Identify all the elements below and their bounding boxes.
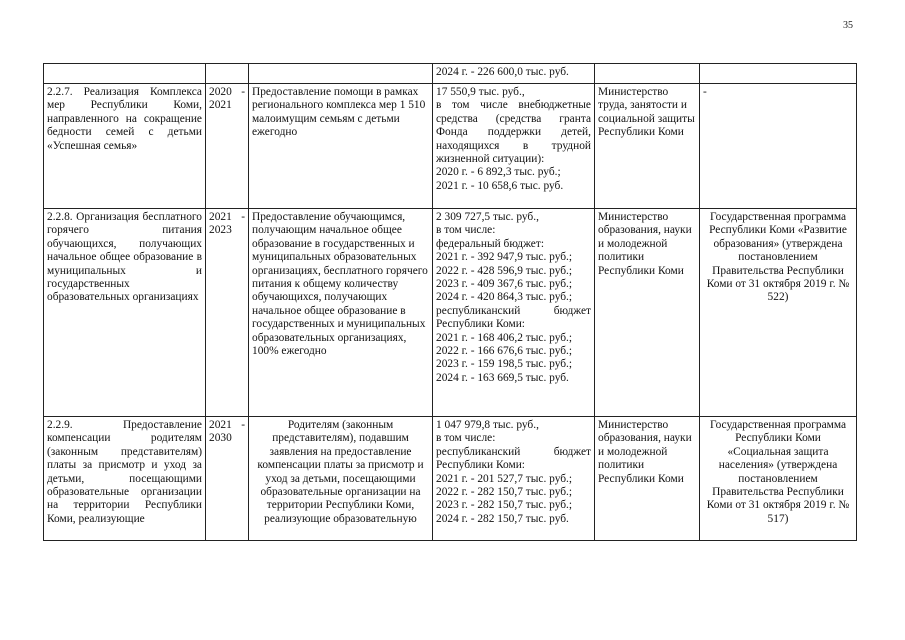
page-number: 35 [843, 20, 853, 31]
funding-line: в том числе: [436, 224, 496, 237]
funding-line: федеральный бюджет: [436, 237, 544, 250]
cell-description [249, 209, 433, 417]
cell-measure [44, 417, 206, 541]
funding-line: 2022 г. - 282 150,7 тыс. руб.; [436, 486, 573, 499]
cell-funding [433, 209, 595, 417]
cell-program [700, 84, 857, 209]
funding-line: 2024 г. - 282 150,7 тыс. руб. [436, 512, 569, 525]
year-end: 2021 [209, 99, 232, 112]
cell-funding [433, 417, 595, 541]
cell-years [206, 64, 249, 84]
funding-line: 1 047 979,8 тыс. руб., [436, 419, 539, 431]
measures-table [43, 63, 857, 541]
cell-measure [44, 84, 206, 209]
cell-program [700, 64, 857, 84]
table-row [44, 209, 857, 417]
table-row [44, 84, 857, 209]
funding-line: 2022 г. - 428 596,9 тыс. руб.; [436, 264, 573, 277]
program-text: - [703, 86, 707, 98]
measure-text: 2.2.7. Реализация Комплекса мер Республики Коми, направленного на сокращение бедности семей с детьми «Успешная семья» [47, 86, 202, 152]
cell-measure [44, 209, 206, 417]
table-row [44, 417, 857, 541]
executor-text: Министерство образования, науки и молодежной политики Республики Коми [598, 211, 692, 277]
funding-line: в том числе внебюджетные средства (средства гранта Фонда поддержки детей, находящихся в трудной жизненной ситуации): [436, 99, 591, 166]
funding-line: 2021 г. - 10 658,6 тыс. руб. [436, 179, 564, 192]
cell-funding [433, 64, 595, 84]
funding-line: 2 309 727,5 тыс. руб., [436, 211, 539, 223]
funding-line: 2021 г. - 392 947,9 тыс. руб.; [436, 251, 573, 264]
cell-years [206, 84, 249, 209]
cell-executor [595, 84, 700, 209]
funding-line: 2020 г. - 6 892,3 тыс. руб.; [436, 166, 561, 179]
year-start: 2021 [209, 419, 232, 431]
funding-line: 2021 г. - 168 406,2 тыс. руб.; [436, 331, 573, 344]
funding-line: 2022 г. - 166 676,6 тыс. руб.; [436, 345, 573, 358]
cell-program [700, 209, 857, 417]
funding-line: республиканский бюджет Республики Коми: [436, 445, 591, 472]
funding-line: 2023 г. - 159 198,5 тыс. руб.; [436, 358, 573, 371]
year-end: 2030 [209, 432, 232, 445]
cell-years [206, 417, 249, 541]
measure-text: 2.2.9. Предоставление компенсации родителям (законным представителям) платы за присмотр и уход за детьми, посещающими образовательные организации на территории Республики Коми, реализующие [47, 419, 202, 525]
measure-text: 2.2.8. Организация бесплатного горячего питания обучающихся, получающих начальное общее образование в муниципальных и государственных образовательных организациях [47, 211, 202, 304]
funding-line: 2024 г. - 420 864,3 тыс. руб.; [436, 291, 573, 304]
description-text: Предоставление помощи в рамках регионального комплекса мер 1 510 малоимущим семьям с детьми ежегодно [252, 86, 426, 139]
year-dash: - [241, 86, 245, 98]
funding-line: республиканский бюджет Республики Коми: [436, 304, 591, 331]
funding-line: в том числе: [436, 432, 496, 445]
executor-text: Министерство труда, занятости и социальной защиты Республики Коми [598, 86, 695, 139]
program-text: Государственная программа Республики Коми «Социальная защита населения» (утверждена постановлением Правительства Республики Коми от 31 октября 2019 г. № 517) [706, 419, 850, 525]
year-start: 2021 [209, 211, 232, 223]
funding-line: 2024 г. - 163 669,5 тыс. руб. [436, 371, 569, 384]
funding-line: 2023 г. - 409 367,6 тыс. руб.; [436, 278, 573, 291]
cell-description [249, 64, 433, 84]
year-dash: - [241, 419, 245, 431]
funding-line: 17 550,9 тыс. руб., [436, 86, 525, 98]
year-end: 2023 [209, 224, 232, 237]
funding-line: 2023 г. - 282 150,7 тыс. руб.; [436, 499, 573, 512]
program-text: Государственная программа Республики Коми «Развитие образования» (утверждена постановлением Правительства Республики Коми от 31 октября 2019 г. № 522) [706, 211, 850, 304]
cell-executor [595, 417, 700, 541]
cell-funding [433, 84, 595, 209]
funding-line: 2024 г. - 226 600,0 тыс. руб. [436, 66, 569, 78]
cell-program [700, 417, 857, 541]
year-dash: - [241, 211, 245, 223]
table-row-continuation [44, 64, 857, 84]
funding-line: 2021 г. - 201 527,7 тыс. руб.; [436, 472, 573, 485]
description-text: Предоставление обучающимся, получающим начальное общее образование в государственных и муниципальных образовательных организациях, бесплатного горячего питания к общему количеству обучающихся, получающих начальное общее образование в государственных и муниципальных образовательных организациях, 100% ежегодно [252, 211, 428, 358]
cell-executor [595, 64, 700, 84]
cell-measure [44, 64, 206, 84]
cell-executor [595, 209, 700, 417]
year-start: 2020 [209, 86, 232, 98]
cell-description [249, 417, 433, 541]
description-text: Родителям (законным представителям), подавшим заявления на предоставление компенсации платы за присмотр и уход за детьми, посещающими образовательные организации на территории Республики Коми, реализующие образовательную [257, 419, 424, 525]
cell-description [249, 84, 433, 209]
executor-text: Министерство образования, науки и молодежной политики Республики Коми [598, 419, 692, 485]
cell-years [206, 209, 249, 417]
